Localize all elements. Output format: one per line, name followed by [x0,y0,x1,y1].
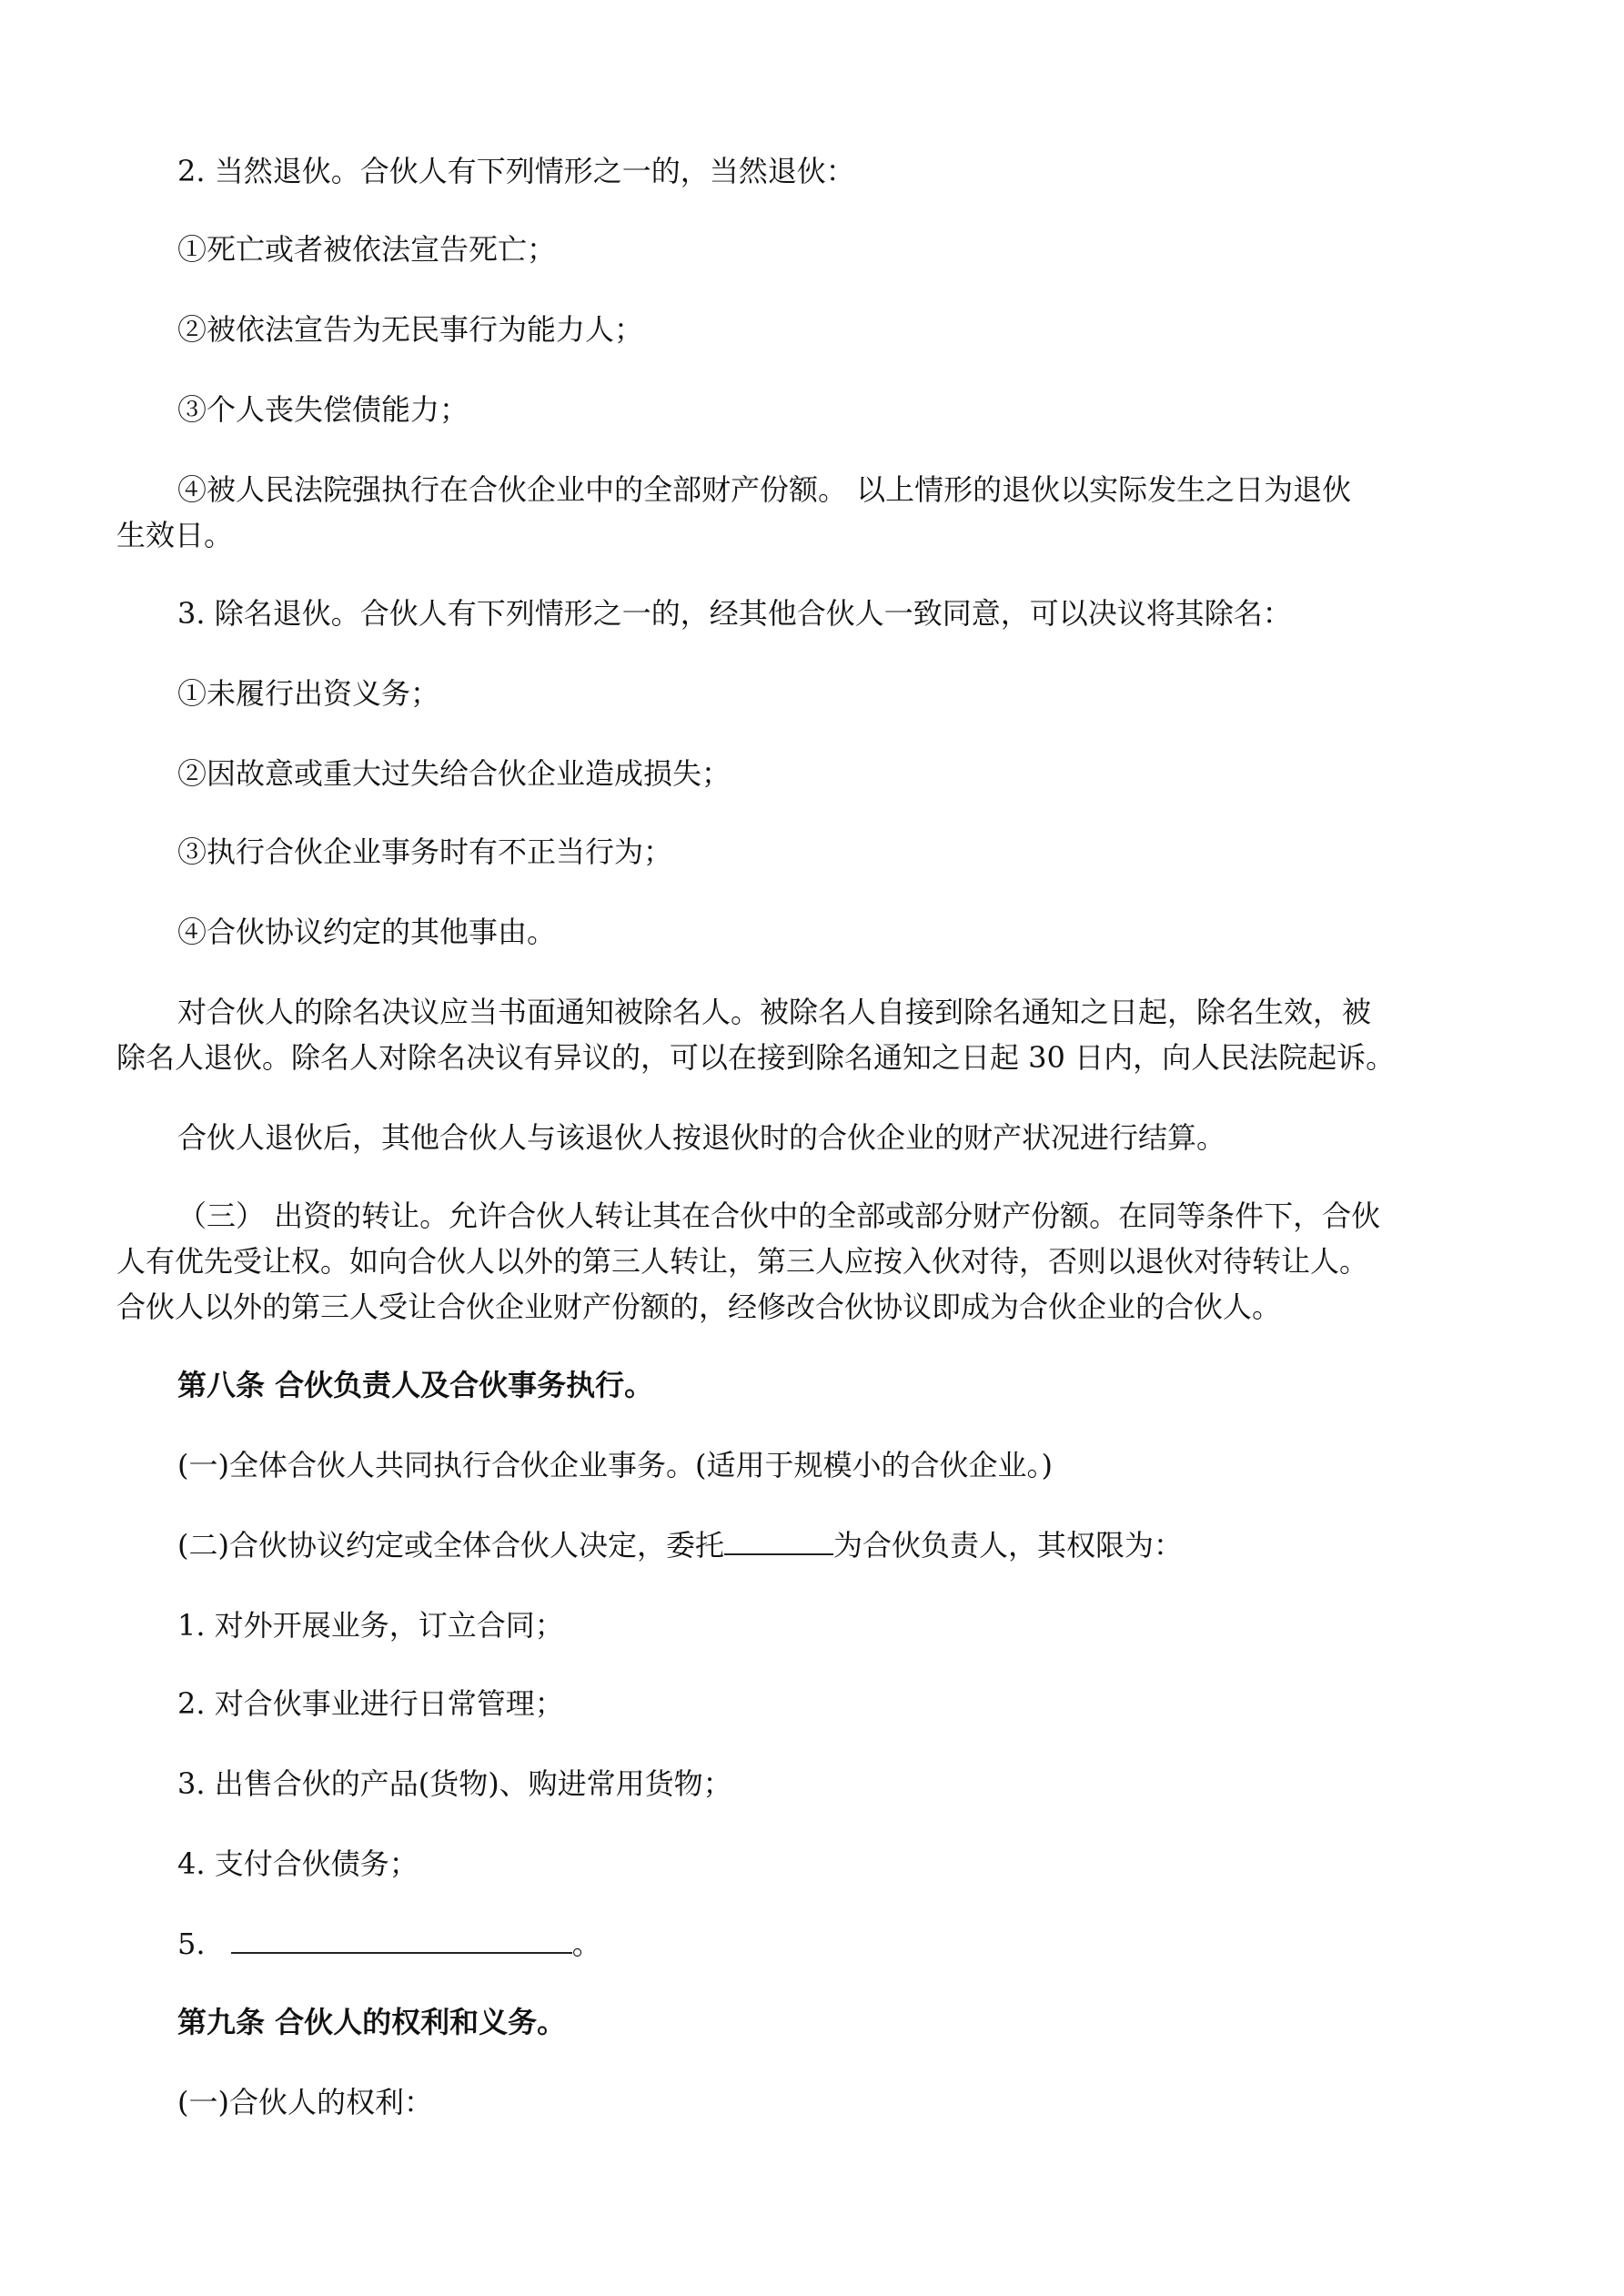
paragraph-line: (一)全体合伙人共同执行合伙企业事务。(适用于规模小的合伙企业。) [177,1448,1053,1482]
list-item: 3. 出售合伙的产品(货物)、购进常用货物； [177,1766,732,1801]
list-item: 1. 对外开展业务，订立合同； [177,1608,564,1643]
list-item [177,1924,601,1964]
paragraph-line: （三） 出资的转让。允许合伙人转让其在合伙中的全部或部分财产份额。在同等条件下，合伙 [177,1199,1381,1233]
list-item: ①死亡或者被依法宣告死亡； [177,232,557,267]
list-item: 2. 对合伙事业进行日常管理； [177,1686,564,1721]
article-8-heading: 第八条 合伙负责人及合伙事务执行。 [177,1368,654,1402]
paragraph-line: 生效日。 [116,518,234,552]
list-item: ②被依法宣告为无民事行为能力人； [177,312,644,347]
fill-in-blank [231,1925,572,1954]
text: 5. [177,1927,206,1961]
paragraph-line: 合伙人以外的第三人受让合伙企业财产份额的，经修改合伙协议即成为合伙企业的合伙人。 [116,1290,1282,1324]
list-item: ③个人丧失偿债能力； [177,392,469,427]
paragraph-voluntary-withdrawal-heading: 2. 当然退伙。合伙人有下列情形之一的，当然退伙： [177,154,855,188]
list-item: 4. 支付合伙债务； [177,1846,419,1881]
list-item: ①未履行出资义务； [177,676,440,711]
list-item: ④合伙协议约定的其他事由。 [177,915,557,949]
paragraph-line [177,1525,1183,1565]
paragraph-line: 人有优先受让权。如向合伙人以外的第三人转让，第三人应按入伙对待，否则以退伙对待转让人。 [116,1244,1369,1279]
list-item: ③执行合伙企业事务时有不正当行为； [177,834,673,869]
text: 。 [571,1927,601,1961]
text: (二)合伙协议约定或全体合伙人决定，委托 [177,1528,724,1563]
paragraph-line: 合伙人退伙后，其他合伙人与该退伙人按退伙时的合伙企业的财产状况进行结算。 [177,1120,1226,1155]
paragraph-line: (一)合伙人的权利： [177,2085,433,2119]
paragraph-line: 对合伙人的除名决议应当书面通知被除名人。被除名人自接到除名通知之日起，除名生效，被 [177,995,1372,1029]
text: 为合伙负责人，其权限为： [832,1528,1183,1563]
paragraph-line: ④被人民法院强执行在合伙企业中的全部财产份额。 以上情形的退伙以实际发生之日为退伙 [177,472,1352,507]
list-item: ②因故意或重大过失给合伙企业造成损失； [177,756,731,791]
paragraph-line: 除名人退伙。除名人对除名决议有异议的，可以在接到除名通知之日起 30 日内，向人民法院起诉。 [116,1040,1396,1075]
fill-in-blank [724,1526,833,1555]
paragraph-expulsion-heading: 3. 除名退伙。合伙人有下列情形之一的，经其他合伙人一致同意，可以决议将其除名： [177,596,1292,631]
article-9-heading: 第九条 合伙人的权利和义务。 [177,2005,567,2039]
